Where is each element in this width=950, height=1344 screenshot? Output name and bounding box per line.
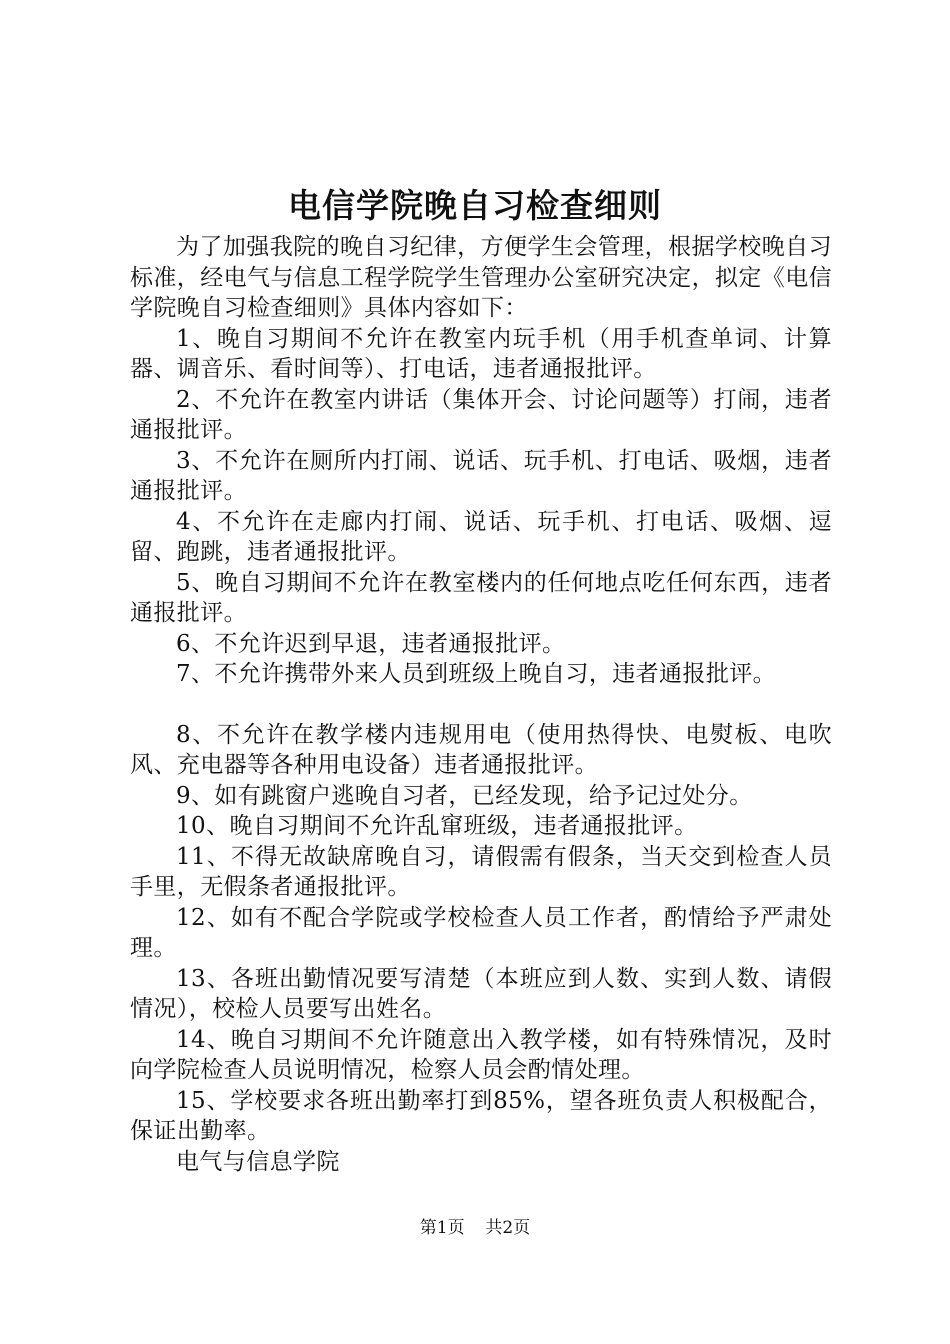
rule-item: 15、学校要求各班出勤率打到85%，望各班负责人积极配合，保证出勤率。 [130, 1087, 832, 1144]
page-total: 共2页 [485, 1218, 531, 1238]
rule-item: 7、不允许携带外来人员到班级上晚自习，违者通报批评。 [176, 661, 777, 687]
intro-paragraph: 为了加强我院的晚自习纪律，方便学生会管理，根据学校晚自习标准，经电气与信息工程学院学生管理办公室研究决定，拟定《电信学院晚自习检查细则》具体内容如下： [130, 234, 832, 321]
rule-item: 6、不允许迟到早退，违者通报批评。 [176, 630, 566, 657]
rule-item: 10、晚自习期间不允许乱窜班级，违者通报批评。 [176, 813, 698, 839]
rule-item: 13、各班出勤情况要写清楚（本班应到人数、实到人数、请假情况），校检人员要写出姓名。 [130, 965, 832, 1022]
signature-line: 电气与信息学院 [176, 1148, 340, 1175]
rule-item: 5、晚自习期间不允许在教室楼内的任何地点吃任何东西，违者通报批评。 [130, 569, 832, 626]
blank-line [130, 690, 832, 720]
rule-item: 2、不允许在教室内讲话（集体开会、讨论问题等）打闹，违者通报批评。 [130, 386, 832, 443]
rule-item: 8、不允许在教学楼内违规用电（使用热得快、电熨板、电吹风、充电器等各种用电设备）违者通报批评。 [130, 721, 832, 778]
rule-item: 9、如有跳窗户逃晚自习者，已经发现，给予记过处分。 [176, 782, 753, 809]
document-body [130, 232, 832, 1177]
rule-item: 1、晚自习期间不允许在教室内玩手机（用手机查单词、计算器、调音乐、看时间等）、打电话，违者通报批评。 [130, 325, 832, 382]
page-number: 第1页 [419, 1218, 465, 1238]
rule-item: 3、不允许在厕所内打闹、说话、玩手机、打电话、吸烟，违者通报批评。 [130, 447, 832, 504]
rule-item: 14、晚自习期间不允许随意出入教学楼，如有特殊情况，及时向学院检查人员说明情况，检察人员会酌情处理。 [130, 1026, 832, 1083]
rule-item: 11、不得无故缺席晚自习，请假需有假条，当天交到检查人员手里，无假条者通报批评。 [130, 843, 832, 900]
rule-item: 12、如有不配合学院或学校检查人员工作者，酌情给予严肃处理。 [130, 904, 832, 961]
rule-item: 4、不允许在走廊内打闹、说话、玩手机、打电话、吸烟、逗留、跑跳，违者通报批评。 [130, 508, 832, 565]
document-title: 电信学院晚自习检查细则 [288, 186, 662, 225]
page-footer [0, 1216, 950, 1240]
